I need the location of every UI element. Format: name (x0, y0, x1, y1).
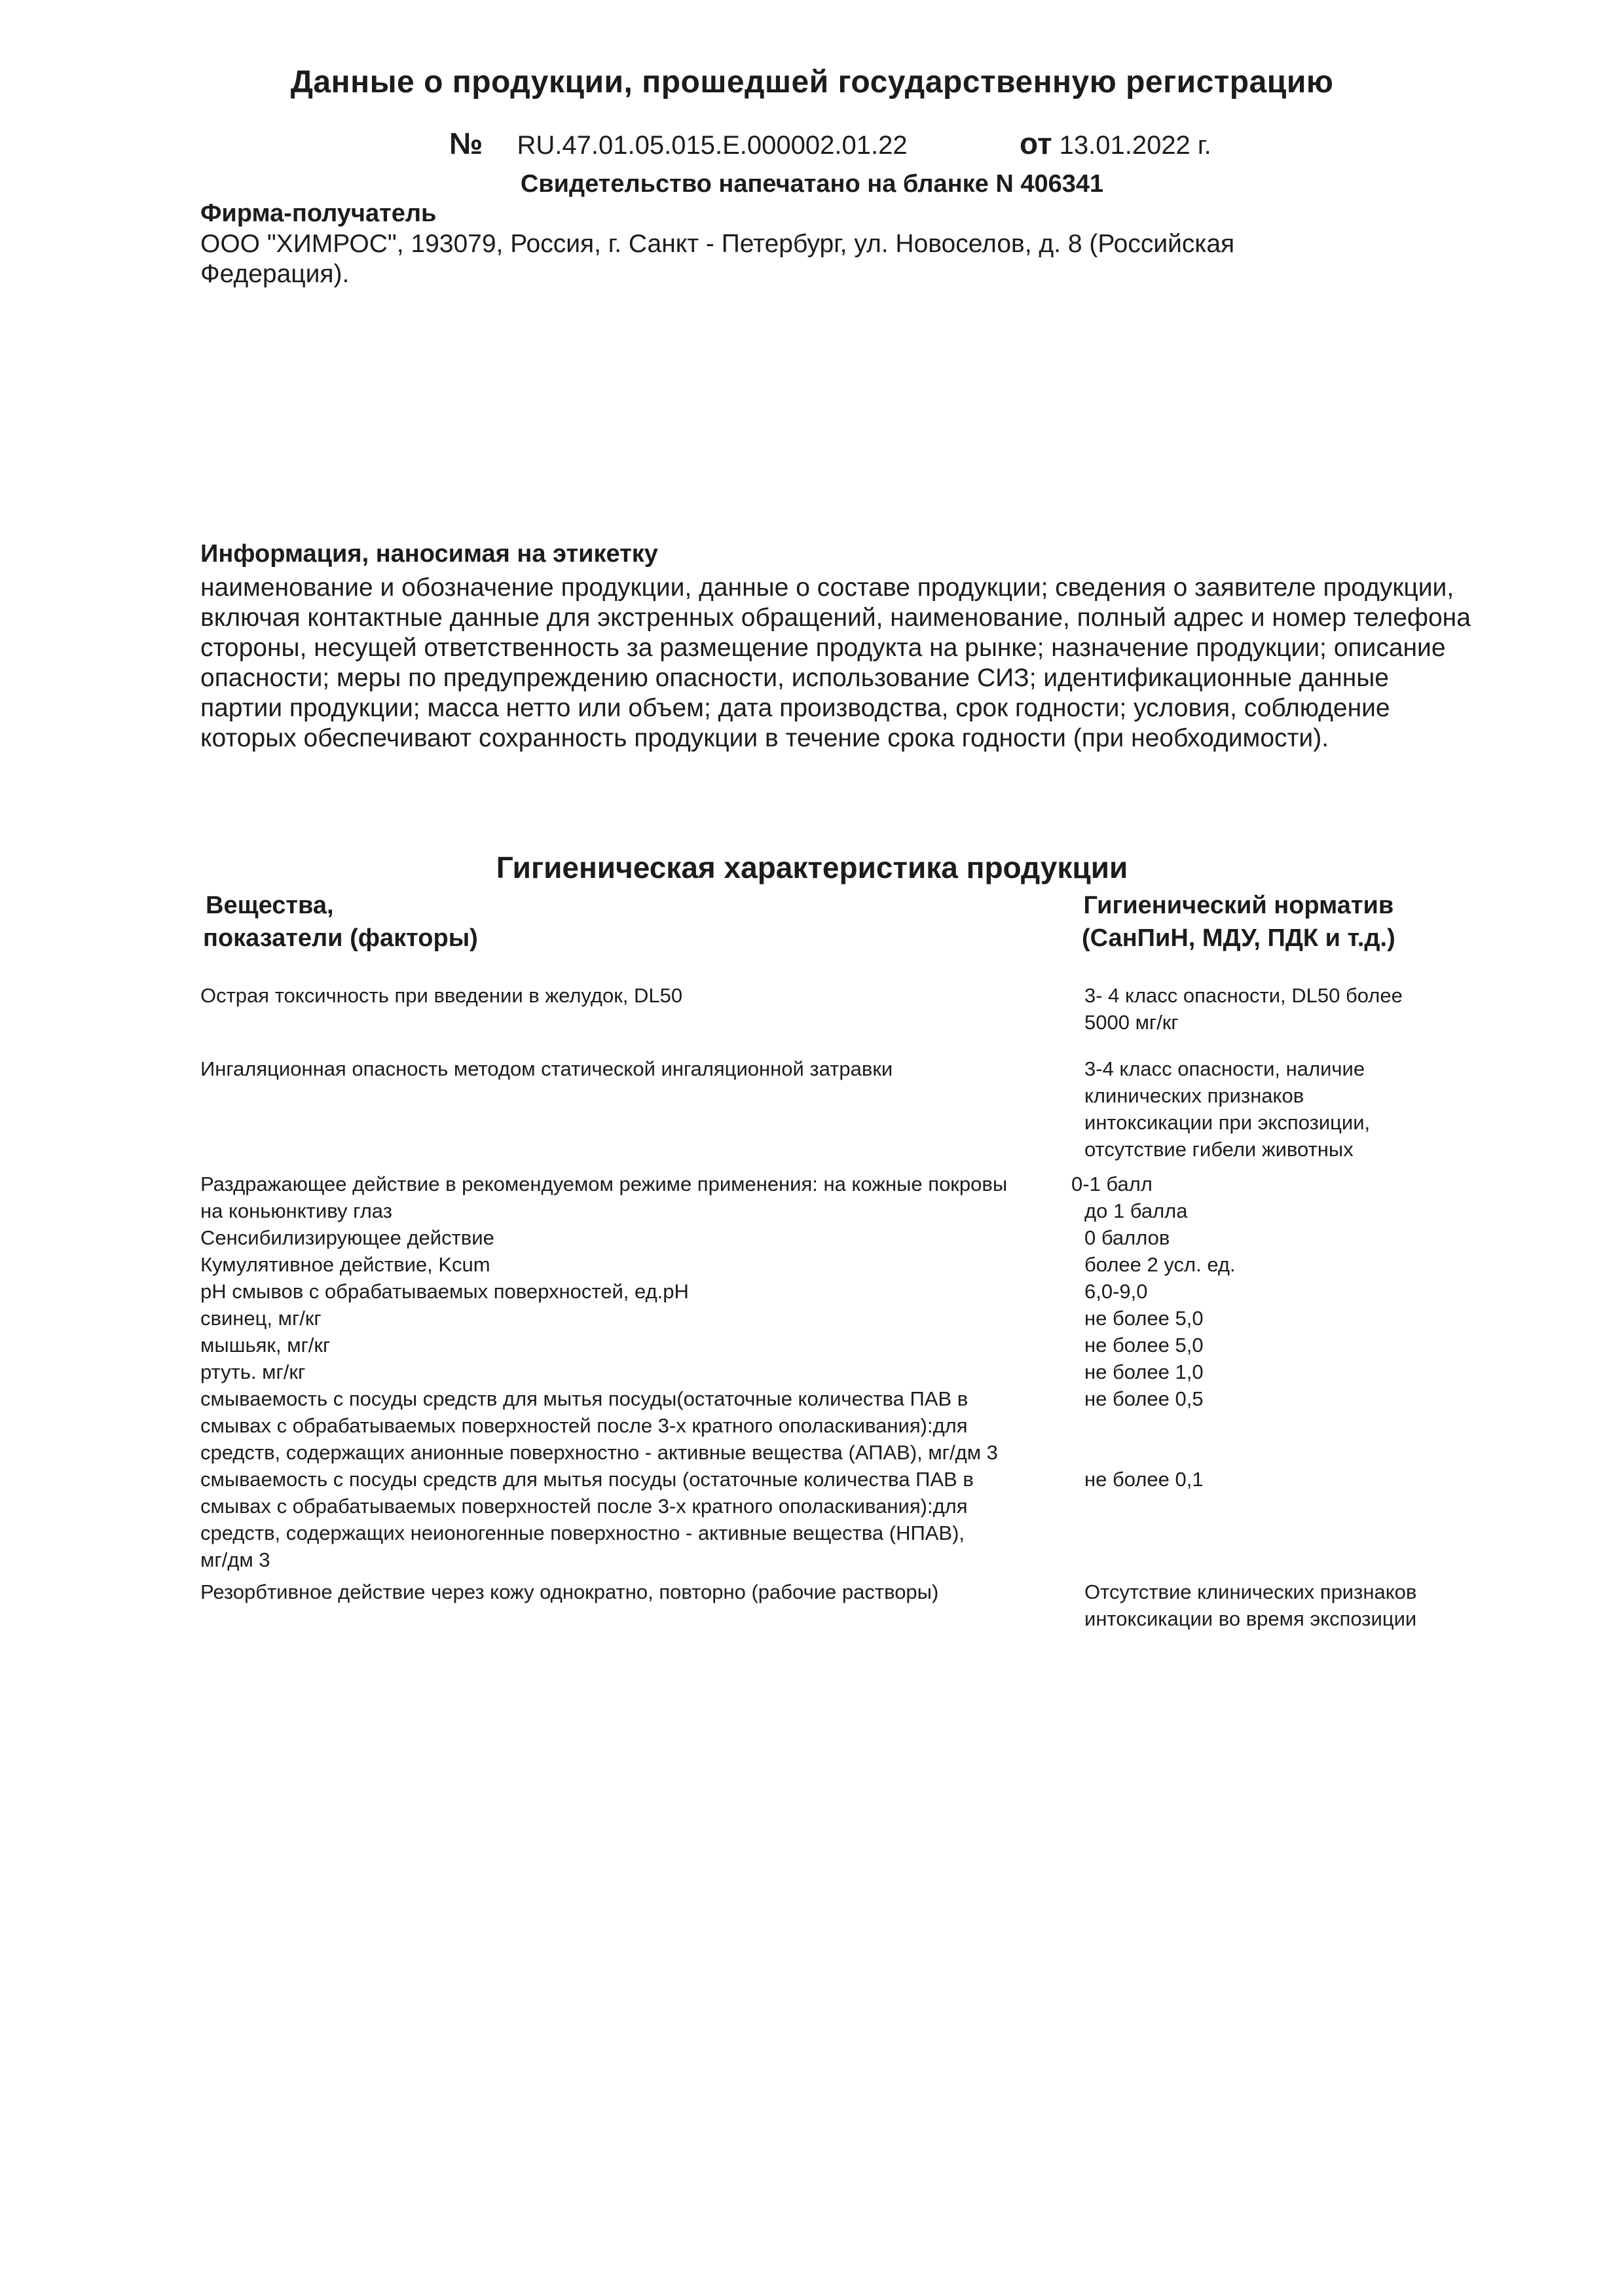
table-row (200, 1171, 1458, 1197)
norm-cell: Отсутствие клинических признаков интоксикации во время экспозиции (1084, 1580, 1417, 1630)
certificate-line: Свидетельство напечатано на бланке N 406341 (520, 170, 1104, 198)
column-header-norms-line2: (СанПиН, МДУ, ПДК и т.д.) (1082, 924, 1395, 952)
factor-cell: Острая токсичность при введении в желудок, DL50 (200, 984, 683, 1007)
table-row (200, 1278, 1458, 1305)
label-info-text: наименование и обозначение продукции, данные о составе продукции; сведения о заявителе продукции, включая контактные данные для экстренных обращений, наименование, полный адрес и номер телефона стороны, несущей ответственность за размещение продукта на рынке; назначение продукции; описание опасности; меры по предупреждению опасности, использование СИЗ; идентификационные данные партии продукции; масса нетто или объем; дата производства, срок годности; условия, соблюдение которых обеспечивают сохранность продукции в течение срока годности (при необходимости). (200, 574, 1471, 752)
factor-cell: ртуть. мг/кг (200, 1360, 306, 1383)
table-row (200, 1251, 1458, 1278)
norm-cell: не более 5,0 (1084, 1307, 1204, 1330)
table-row (200, 1224, 1458, 1251)
norm-cell: 6,0-9,0 (1084, 1280, 1148, 1303)
factor-cell: свинец, мг/кг (200, 1307, 322, 1330)
table-row (200, 982, 1458, 1036)
column-header-factors (203, 889, 478, 955)
factor-cell: Ингаляционная опасность методом статической ингаляционной затравки (200, 1057, 893, 1080)
factor-cell: Кумулятивное действие, Kcum (200, 1253, 490, 1276)
table-row (200, 1197, 1458, 1224)
table-row (200, 1578, 1458, 1632)
norm-cell: 3-4 класс опасности, наличие клинических признаков интоксикации при экспозиции, отсутствие гибели животных (1084, 1057, 1371, 1161)
table-row (200, 1385, 1458, 1466)
factor-cell: Резорбтивное действие через кожу однократно, повторно (рабочие растворы) (200, 1580, 939, 1603)
date-value: 13.01.2022 г. (1059, 131, 1211, 160)
factor-cell: на коньюнктиву глаз (200, 1199, 392, 1222)
document-title: Данные о продукции, прошедшей государственную регистрацию (290, 65, 1334, 100)
recipient-label: Фирма-получатель (200, 200, 437, 227)
table-row (200, 1305, 1458, 1332)
norm-cell: 3- 4 класс опасности, DL50 более 5000 мг/кг (1084, 984, 1403, 1034)
hygiene-title: Гигиеническая характеристика продукции (496, 850, 1128, 884)
number-label: № (449, 126, 483, 160)
table-row (200, 1055, 1458, 1163)
date-label: от (1020, 126, 1052, 160)
number-value: RU.47.01.05.015.E.000002.01.22 (517, 131, 908, 160)
norm-cell: 0 баллов (1084, 1226, 1170, 1249)
factor-cell: pH смывов с обрабатываемых поверхностей, ед.pH (200, 1280, 689, 1303)
table-row (200, 1358, 1458, 1385)
norm-cell: не более 1,0 (1084, 1360, 1204, 1383)
factor-cell: Раздражающее действие в рекомендуемом режиме применения: на кожные покровы (200, 1173, 1008, 1195)
factor-cell: смываемость с посуды средств для мытья посуды (остаточные количества ПАВ в смывах с обрабатываемых поверхностей после 3-х кратного ополаскивания):для средств, содержащих неионогенные поверхностно - активные вещества (НПАВ), мг/дм 3 (200, 1468, 974, 1571)
hygiene-table (200, 982, 1458, 1632)
norm-cell: не более 0,5 (1084, 1387, 1204, 1410)
factor-cell: Сенсибилизирующее действие (200, 1226, 494, 1249)
factor-cell: смываемость с посуды средств для мытья посуды(остаточные количества ПАВ в смывах с обрабатываемых поверхностей после 3-х кратного ополаскивания):для средств, содержащих анионные поверхностно - активные вещества (АПАВ), мг/дм 3 (200, 1387, 998, 1464)
registration-number (449, 128, 908, 161)
norm-cell: более 2 усл. ед. (1084, 1253, 1236, 1276)
norm-cell: 0-1 балл (1071, 1173, 1153, 1195)
table-row (200, 1466, 1458, 1573)
column-header-norms (1082, 889, 1395, 955)
norm-cell: не более 5,0 (1084, 1334, 1204, 1357)
norm-cell: до 1 балла (1084, 1199, 1188, 1222)
table-row (200, 1332, 1458, 1358)
factor-cell: мышьяк, мг/кг (200, 1334, 331, 1357)
norm-cell: не более 0,1 (1084, 1468, 1204, 1491)
column-header-factors-line1: Вещества, (206, 892, 334, 919)
label-info-label: Информация, наносимая на этикетку (200, 540, 658, 568)
registration-date (1020, 128, 1211, 161)
column-header-norms-line1: Гигиенический норматив (1083, 892, 1394, 919)
column-header-factors-line2: показатели (факторы) (203, 924, 478, 952)
recipient-text: ООО "ХИМРОС", 193079, Россия, г. Санкт - Петербург, ул. Новоселов, д. 8 (Российская Федерация). (200, 230, 1235, 288)
